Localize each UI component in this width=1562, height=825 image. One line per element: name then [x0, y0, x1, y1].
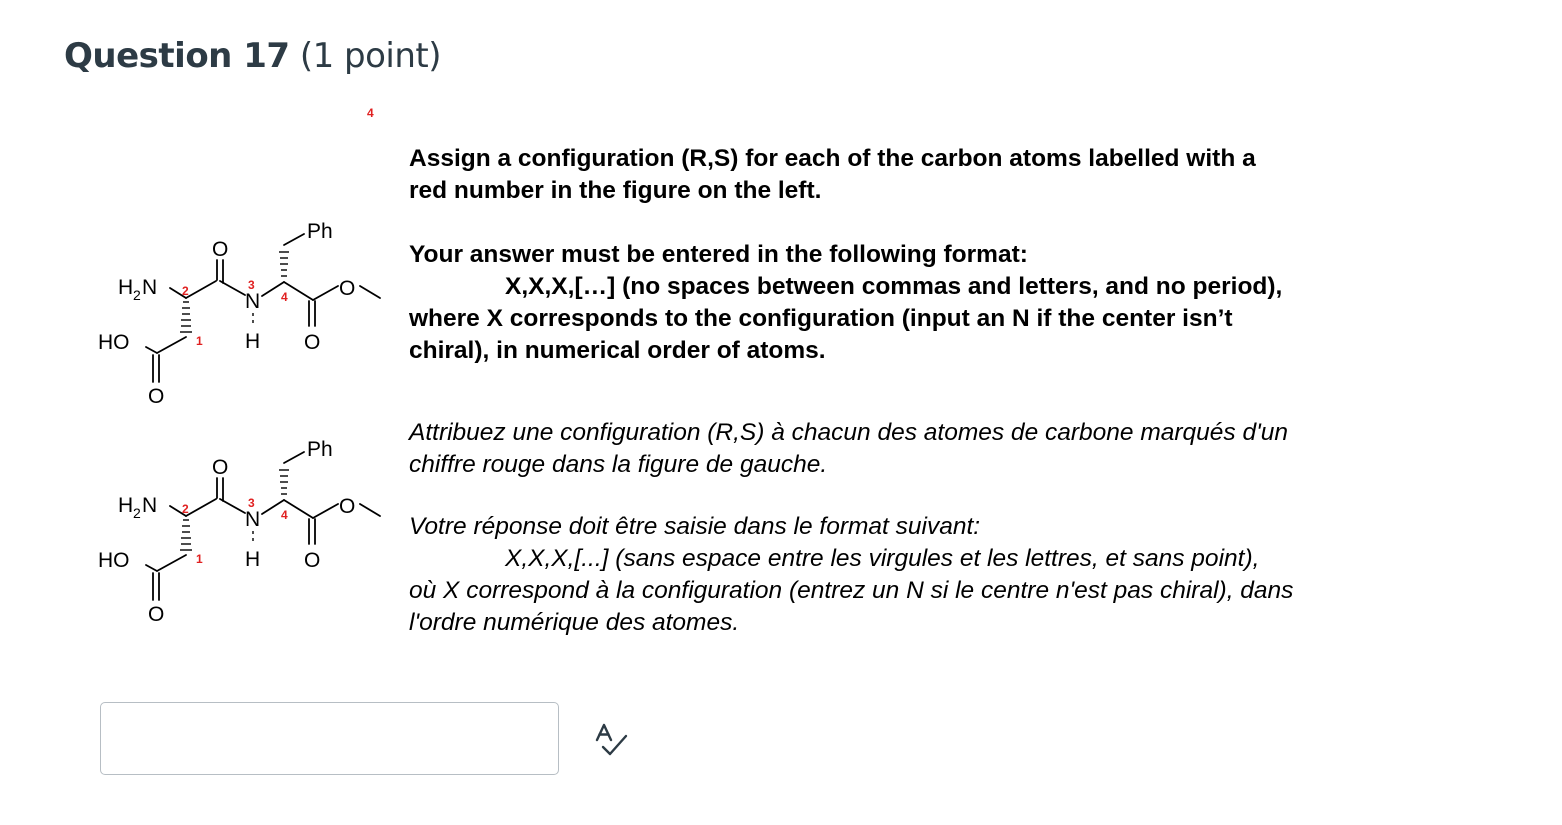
answer-input[interactable]: [100, 702, 559, 775]
carbon-label-2: 2: [182, 284, 189, 298]
hydroxyl-group: HO: [98, 331, 130, 354]
format-example: X,X,X,[...] (sans espace entre les virgules et les lettres, et sans point),: [505, 545, 1260, 572]
carbon-label-4: 4: [281, 290, 288, 304]
instructions-english: [409, 143, 1409, 367]
instruction-line: où X correspond à la configuration (entrez un N si le centre n'est pas chiral), dans: [409, 577, 1294, 604]
instruction-line: Assign a configuration (R,S) for each of the carbon atoms labelled with a: [409, 145, 1256, 172]
spellcheck-icon[interactable]: [592, 722, 632, 758]
amine-subscript: 2: [133, 505, 141, 521]
molecule-figure-top: [90, 210, 400, 408]
amine-subscript: 2: [133, 287, 141, 303]
amide-oxygen: O: [212, 238, 229, 261]
instruction-line: red number in the figure on the left.: [409, 177, 822, 204]
hydroxyl-group: HO: [98, 549, 130, 572]
format-example: X,X,X,[…] (no spaces between commas and letters, and no period),: [505, 273, 1283, 300]
instruction-line: l'ordre numérique des atomes.: [409, 609, 740, 636]
ester-carbonyl-oxygen: O: [304, 549, 321, 572]
carbon-label-1: 1: [196, 552, 203, 566]
phenyl-group: Ph: [307, 438, 333, 461]
instruction-line: chiffre rouge dans la figure de gauche.: [409, 451, 828, 478]
question-heading: [64, 36, 441, 76]
ester-carbonyl-oxygen: O: [304, 331, 321, 354]
amide-nitrogen: N: [245, 508, 261, 531]
carbon-label-1: 1: [196, 334, 203, 348]
stray-label: 4: [367, 106, 374, 120]
amide-nitrogen: N: [245, 290, 261, 313]
carbon-label-3: 3: [248, 278, 255, 292]
amine-h: H: [118, 494, 134, 517]
carboxyl-oxygen: O: [148, 603, 165, 626]
amine-n: N: [142, 276, 158, 299]
amide-hydrogen: H: [245, 548, 261, 571]
ester-oxygen: O: [339, 495, 356, 518]
carbon-label-3: 3: [248, 496, 255, 510]
question-points: (1 point): [299, 36, 442, 76]
instruction-line: Votre réponse doit être saisie dans le format suivant:: [409, 513, 981, 540]
carbon-label-4: 4: [281, 508, 288, 522]
question-title: Question 17: [64, 36, 290, 76]
molecule-figure-bottom: [90, 428, 400, 626]
instruction-line: Your answer must be entered in the following format:: [409, 241, 1028, 268]
ester-oxygen: O: [339, 277, 356, 300]
amide-hydrogen: H: [245, 330, 261, 353]
molecule-svg: [90, 210, 400, 408]
instruction-line: Attribuez une configuration (R,S) à chacun des atomes de carbone marqués d'un: [409, 419, 1289, 446]
carbon-label-2: 2: [182, 502, 189, 516]
phenyl-group: Ph: [307, 220, 333, 243]
instruction-line: where X corresponds to the configuration (input an N if the center isn’t: [409, 305, 1233, 332]
amide-oxygen: O: [212, 456, 229, 479]
instruction-line: chiral), in numerical order of atoms.: [409, 337, 826, 364]
instructions-french: [409, 417, 1419, 639]
carboxyl-oxygen: O: [148, 385, 165, 408]
molecule-svg: [90, 428, 400, 626]
amine-h: H: [118, 276, 134, 299]
amine-n: N: [142, 494, 158, 517]
